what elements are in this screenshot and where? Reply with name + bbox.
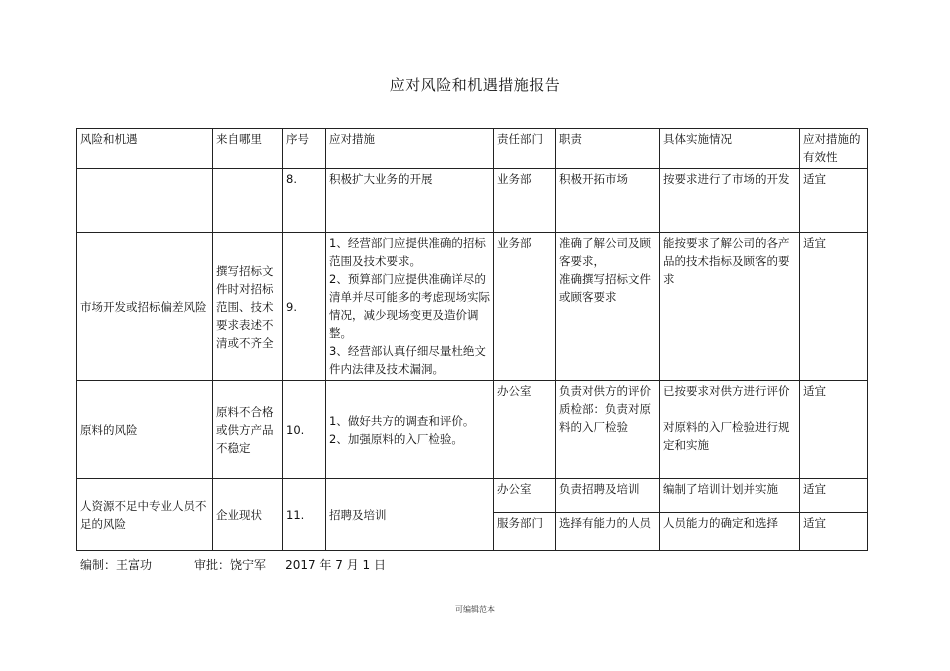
table-row [77, 381, 868, 479]
duty-line: 准确了解公司及顾客要求， [559, 236, 651, 268]
effectiveness-cell: 适宜 [800, 381, 868, 479]
page-title: 应对风险和机遇措施报告 [389, 76, 561, 94]
implementation-cell [660, 169, 800, 233]
measures-cell [326, 169, 494, 233]
risk-cell: 原料的风险 [77, 381, 213, 479]
dept-cell: 办公室 [494, 381, 556, 479]
measure-line: 招聘及培训 [329, 507, 387, 522]
effectiveness-cell: 适宜 [800, 169, 868, 233]
implementation-cell: 编制了培训计划并实施 [660, 479, 800, 513]
number-cell: 8. [283, 169, 326, 233]
signature-footer [80, 556, 386, 573]
duty-cell: 选择有能力的人员 [556, 513, 660, 551]
header-cell: 序号 [283, 129, 326, 169]
duty-line: 质检部：负责对原料的入厂检验 [559, 402, 651, 434]
measures-cell [326, 233, 494, 381]
table-row [77, 233, 868, 381]
source-cell [213, 169, 283, 233]
dept-cell: 业务部 [494, 169, 556, 233]
editor-label: 编制：王富功 [80, 558, 153, 572]
implementation-cell: 人员能力的确定和选择 [660, 513, 800, 551]
table-row [77, 479, 868, 513]
header-cell: 职责 [556, 129, 660, 169]
duty-cell [556, 233, 660, 381]
source-cell: 原料不合格或供方产品不稳定 [213, 381, 283, 479]
impl-line: 按要求进行了市场的开发 [663, 172, 790, 186]
approver-label: 审批：饶宁军 [193, 558, 266, 572]
source-cell: 企业现状 [213, 479, 283, 551]
risk-report-table [76, 128, 868, 551]
duty-line: 负责对供方的评价 [559, 384, 651, 398]
effectiveness-cell: 适宜 [800, 233, 868, 381]
duty-cell [556, 169, 660, 233]
measures-cell [326, 381, 494, 479]
measures-cell [326, 479, 494, 551]
number-cell: 11. [283, 479, 326, 551]
measure-line: 积极扩大业务的开展 [329, 172, 433, 186]
table-row [77, 169, 868, 233]
duty-line: 准确撰写招标文件或顾客要求 [559, 272, 651, 304]
header-cell: 应对措施的有效性 [800, 129, 868, 169]
duty-cell: 负责招聘及培训 [556, 479, 660, 513]
measure-line: 2、加强原料的入厂检验。 [329, 431, 463, 446]
header-cell: 具体实施情况 [660, 129, 800, 169]
risk-cell: 人资源不足中专业人员不足的风险 [77, 479, 213, 551]
impl-line: 能按要求了解公司的各产品的技术指标及顾客的要求 [663, 236, 790, 286]
header-cell: 风险和机遇 [77, 129, 213, 169]
table-header-row [77, 129, 868, 169]
measure-line: 3、经营部认真仔细尽量杜绝文件内法律及技术漏洞。 [329, 344, 486, 376]
duty-line: 积极开拓市场 [559, 172, 628, 186]
measure-line: 2、预算部门应提供准确详尽的清单并尽可能多的考虑现场实际情况，减少现场变更及造价调整。 [329, 272, 490, 340]
impl-line: 已按要求对供方进行评价 [663, 384, 790, 398]
effectiveness-cell: 适宜 [800, 479, 868, 513]
implementation-cell [660, 233, 800, 381]
source-cell: 撰写招标文件时对招标范围、技术要求表述不清或不齐全 [213, 233, 283, 381]
risk-cell: 市场开发或招标偏差风险 [77, 233, 213, 381]
number-cell: 9. [283, 233, 326, 381]
header-cell: 应对措施 [326, 129, 494, 169]
dept-cell: 服务部门 [494, 513, 556, 551]
effectiveness-cell: 适宜 [800, 513, 868, 551]
number-cell: 10. [283, 381, 326, 479]
dept-cell: 办公室 [494, 479, 556, 513]
header-cell: 来自哪里 [213, 129, 283, 169]
date-label: 2017 年 7 月 1 日 [285, 558, 386, 572]
measure-line: 1、经营部门应提供准确的招标范围及技术要求。 [329, 236, 486, 268]
impl-line: 对原料的入厂检验进行规定和实施 [663, 420, 790, 452]
implementation-cell [660, 381, 800, 479]
impl-gap [663, 400, 796, 418]
dept-cell: 业务部 [494, 233, 556, 381]
measure-line: 1、做好共方的调查和评价。 [329, 413, 475, 428]
watermark-text: 可编辑范本 [455, 605, 495, 614]
risk-cell [77, 169, 213, 233]
header-cell: 责任部门 [494, 129, 556, 169]
duty-cell [556, 381, 660, 479]
